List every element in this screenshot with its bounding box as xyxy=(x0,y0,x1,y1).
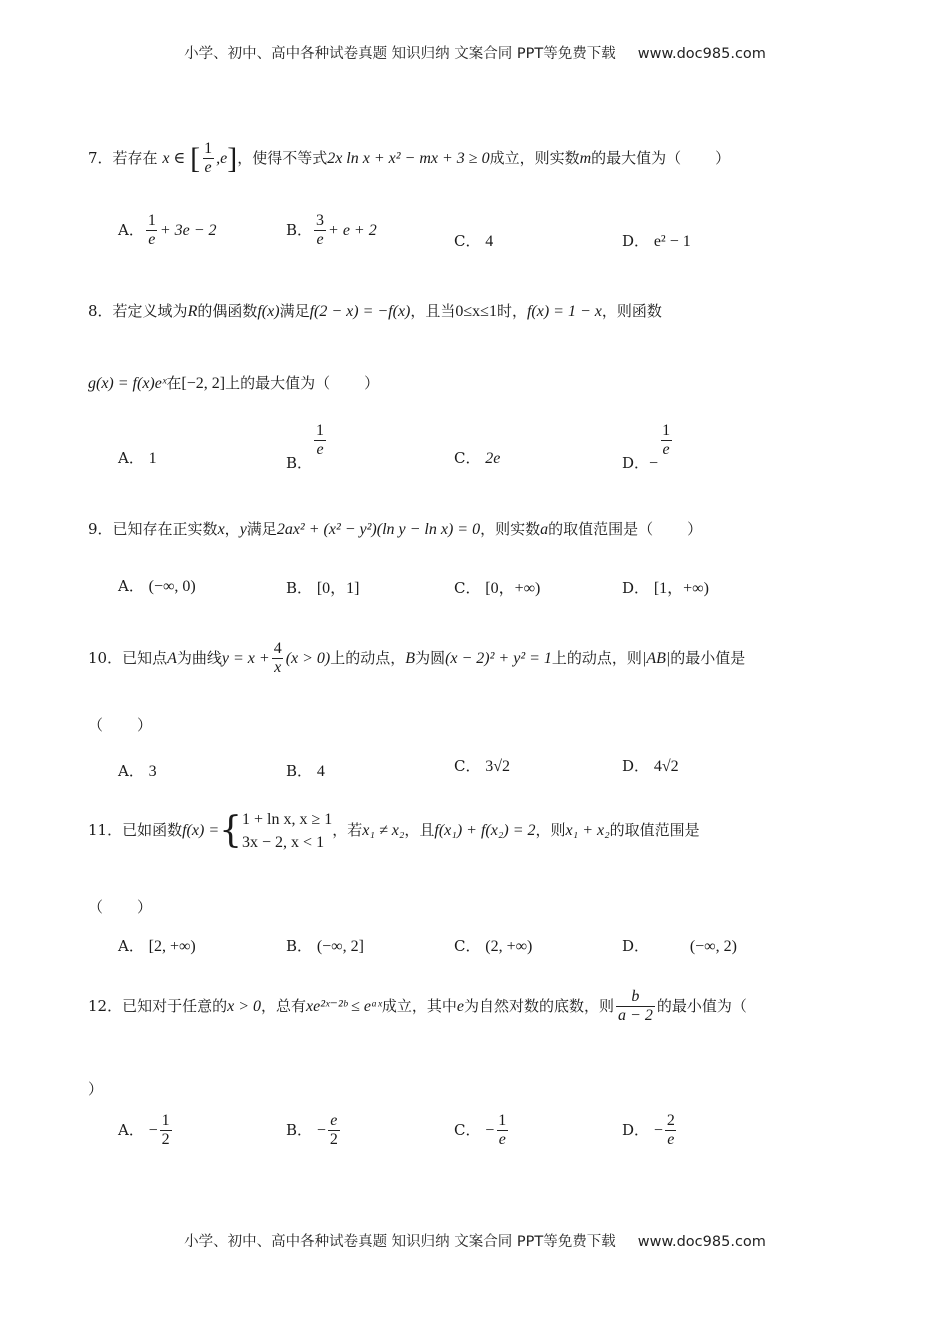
page-footer xyxy=(0,1230,950,1251)
fraction xyxy=(496,1112,508,1150)
text: ） xyxy=(364,374,380,392)
option-text: − xyxy=(485,1121,495,1139)
option-11a[interactable] xyxy=(118,935,196,956)
option-8c[interactable] xyxy=(454,447,500,468)
option-12a[interactable] xyxy=(118,1112,174,1150)
text: ，则函数 xyxy=(601,302,662,320)
text: 为圆 xyxy=(415,648,446,667)
option-text: e² − 1 xyxy=(653,233,691,250)
text: 已如函数 xyxy=(122,821,183,840)
text: 若存在 xyxy=(112,148,158,167)
option-text: + 3e − 2 xyxy=(159,221,217,239)
option-label: A． xyxy=(118,577,144,595)
option-7c[interactable] xyxy=(454,230,493,251)
math: x xyxy=(217,521,225,538)
math: B xyxy=(405,649,416,667)
math: A xyxy=(167,649,177,667)
option-7b[interactable] xyxy=(286,212,377,250)
text: 的最小值为（ xyxy=(656,996,747,1015)
math-var: m xyxy=(579,149,592,167)
piecewise xyxy=(242,808,332,854)
fraction xyxy=(665,1112,677,1150)
left-brace: { xyxy=(219,810,243,852)
denominator: 2 xyxy=(329,1131,338,1149)
fraction xyxy=(146,212,158,250)
option-label: B． xyxy=(286,220,313,239)
option-label: B． xyxy=(286,1120,313,1139)
question-12-close xyxy=(88,1078,103,1099)
math: xe²ˣ⁻²ᵇ ≤ eᵃˣ xyxy=(306,997,382,1015)
option-label: C． xyxy=(454,449,481,467)
text: 的取值范围是（ xyxy=(548,520,654,538)
text: 满足 xyxy=(246,520,277,538)
option-text: 4 xyxy=(316,763,325,780)
text: 已知存在正实数 xyxy=(112,520,218,538)
text: 已知点 xyxy=(122,648,168,667)
text: 上的动点，则 xyxy=(551,648,642,667)
numerator: 1 xyxy=(161,1112,170,1129)
text: 上的动点， xyxy=(330,648,406,667)
numerator: 1 xyxy=(662,422,671,439)
text: ，使得不等式 xyxy=(237,148,328,167)
math: x₁ ≠ x₂ xyxy=(362,822,405,840)
text: 的最大值为（ xyxy=(591,148,682,167)
option-7a[interactable] xyxy=(118,212,217,250)
option-label: D． xyxy=(622,453,650,472)
denominator: e xyxy=(662,441,670,459)
option-text: 4√2 xyxy=(653,758,679,775)
fraction xyxy=(160,1112,172,1150)
option-label: C． xyxy=(454,579,481,597)
fraction-1-e xyxy=(202,140,214,178)
math: e xyxy=(456,997,464,1015)
math: R xyxy=(187,303,198,320)
option-10d[interactable] xyxy=(622,755,679,776)
page-header xyxy=(0,42,950,63)
option-text: (−∞, 0) xyxy=(148,578,196,595)
text: ，则实数 xyxy=(480,520,541,538)
denominator: x xyxy=(274,659,282,677)
math: (x > 0) xyxy=(285,649,331,667)
option-text: [0，+∞) xyxy=(485,580,541,597)
math-set: x ∈ xyxy=(162,149,186,167)
numerator: 3 xyxy=(316,212,325,229)
option-12d[interactable] xyxy=(622,1112,679,1150)
denominator: e xyxy=(316,441,324,459)
option-text: 2e xyxy=(485,450,501,467)
option-label: B． xyxy=(286,762,313,780)
math: y = x + xyxy=(221,649,270,667)
option-text: − xyxy=(148,1121,158,1139)
math: g(x) = f(x)eˣ xyxy=(88,375,167,392)
numerator: 1 xyxy=(316,422,325,439)
text: 若定义域为 xyxy=(112,302,188,320)
fraction xyxy=(314,422,326,460)
option-label: D． xyxy=(622,579,650,597)
option-label: B． xyxy=(286,453,313,472)
option-text: [1，+∞) xyxy=(653,580,709,597)
option-label: A． xyxy=(118,449,144,467)
option-label: B． xyxy=(286,579,313,597)
option-text: − xyxy=(649,454,659,472)
header-url[interactable]: www.doc985.com xyxy=(637,46,766,62)
question-9 xyxy=(88,518,702,539)
text: ） xyxy=(88,1080,104,1098)
text: ，则 xyxy=(535,821,566,840)
footer-url[interactable]: www.doc985.com xyxy=(637,1234,766,1250)
case: 3x − 2, x < 1 xyxy=(242,834,325,852)
option-label: A． xyxy=(118,937,144,955)
text: 的最小值是 xyxy=(670,648,746,667)
math-inequality: 2x ln x + x² − mx + 3 ≥ 0 xyxy=(327,149,490,167)
header-text: 小学、初中、高中各种试卷真题 知识归纳 文案合同 PPT等免费下载 xyxy=(184,46,616,62)
numerator: 4 xyxy=(273,640,282,657)
numerator: 2 xyxy=(666,1112,675,1129)
option-text: (−∞, 2) xyxy=(689,938,737,955)
question-number: 11． xyxy=(88,821,123,840)
text: ） xyxy=(137,898,153,916)
text: 在 xyxy=(166,374,182,392)
math: y xyxy=(239,521,247,538)
text: 成立，则实数 xyxy=(489,148,580,167)
option-text: 3 xyxy=(148,763,157,780)
question-11 xyxy=(88,808,700,854)
question-number: 8． xyxy=(88,302,113,320)
question-8-line2 xyxy=(88,372,379,393)
text: ，总有 xyxy=(261,996,307,1015)
question-number: 7． xyxy=(88,148,113,167)
math: 2ax² + (x² − y²)(ln y − ln x) = 0 xyxy=(276,521,481,538)
math: |AB| xyxy=(641,649,671,667)
text: （ xyxy=(88,716,104,734)
question-12 xyxy=(88,988,747,1026)
text: （ xyxy=(88,898,104,916)
option-label: C． xyxy=(454,232,481,250)
fraction xyxy=(272,640,284,678)
option-text: (−∞, 2] xyxy=(316,938,364,955)
text: ， xyxy=(224,520,240,538)
option-9b[interactable] xyxy=(286,575,359,598)
math: f(x) = 1 − x xyxy=(526,303,602,320)
question-10-paren xyxy=(88,714,152,735)
option-text: 4 xyxy=(485,233,494,250)
option-text: [2, +∞) xyxy=(148,938,196,955)
option-label: C． xyxy=(454,1120,481,1139)
question-number: 9． xyxy=(88,520,113,538)
footer-text: 小学、初中、高中各种试卷真题 知识归纳 文案合同 PPT等免费下载 xyxy=(184,1234,616,1250)
option-9c[interactable] xyxy=(454,575,540,598)
case: 1 + ln x, x ≥ 1 xyxy=(242,811,333,828)
math: (x − 2)² + y² = 1 xyxy=(445,649,552,667)
question-number: 12． xyxy=(88,996,123,1015)
text: 的偶函数 xyxy=(197,302,258,320)
option-11c[interactable] xyxy=(454,935,532,956)
option-10c[interactable] xyxy=(454,755,510,776)
bracket-right: ] xyxy=(227,141,238,175)
option-label: A． xyxy=(118,1120,144,1139)
numerator: 1 xyxy=(147,212,156,229)
option-text: + e + 2 xyxy=(328,221,377,239)
text: 已知对于任意的 xyxy=(122,996,228,1015)
fraction xyxy=(328,1112,340,1150)
option-11b[interactable] xyxy=(286,935,364,956)
math: f(x₁) + f(x₂) = 2 xyxy=(434,822,536,840)
bracket-left: [ xyxy=(190,141,201,175)
option-text: [0，1] xyxy=(316,580,360,597)
question-number: 10． xyxy=(88,648,123,667)
option-label: D． xyxy=(622,757,650,775)
text: 的取值范围是 xyxy=(609,821,700,840)
option-8a[interactable] xyxy=(118,447,157,468)
option-10a[interactable] xyxy=(118,760,157,781)
text: 满足 xyxy=(279,302,310,320)
option-label: D． xyxy=(622,232,650,250)
denominator: e xyxy=(204,159,212,177)
text: ） xyxy=(687,520,703,538)
option-9d[interactable] xyxy=(622,575,709,598)
option-9a[interactable] xyxy=(118,575,196,596)
option-7d[interactable] xyxy=(622,230,691,251)
math: f(x) xyxy=(257,303,280,320)
numerator: e xyxy=(330,1112,338,1129)
text: ） xyxy=(137,716,153,734)
option-text: − xyxy=(653,1121,663,1139)
option-text: (2, +∞) xyxy=(485,938,533,955)
text: 为自然对数的底数，则 xyxy=(464,996,615,1015)
fraction xyxy=(660,422,672,460)
option-text: − xyxy=(316,1121,326,1139)
option-label: D． xyxy=(622,937,650,955)
denominator: e xyxy=(498,1131,506,1149)
text: ，若 xyxy=(332,821,363,840)
question-11-paren xyxy=(88,896,152,917)
text: 成立，其中 xyxy=(381,996,457,1015)
numerator: 1 xyxy=(498,1112,507,1129)
option-8b[interactable] xyxy=(286,422,328,472)
denominator: e xyxy=(316,231,324,249)
option-12b[interactable] xyxy=(286,1112,342,1150)
question-10 xyxy=(88,640,745,678)
text: 为曲线 xyxy=(176,648,222,667)
math: a xyxy=(540,521,549,538)
text: 上的最大值为（ xyxy=(225,374,331,392)
fraction xyxy=(616,988,655,1026)
question-7: 7．若存在 x ∈ [ $\frac{1}{e}$ ,e]，使得不等式2x ln x + x² − mx + 3 ≥ 0成立，则实数m的最大值为（ ） xyxy=(88,140,731,177)
option-8d[interactable] xyxy=(622,422,674,472)
denominator: a − 2 xyxy=(618,1007,653,1025)
text: ，且当 xyxy=(410,302,456,320)
text: ，且 xyxy=(404,821,435,840)
option-label: D． xyxy=(622,1120,650,1139)
math: x₁ + x₂ xyxy=(565,822,610,840)
numerator: b xyxy=(631,988,640,1005)
math: x > 0 xyxy=(227,997,262,1015)
math: 0≤x≤1 xyxy=(455,303,497,320)
option-10b[interactable] xyxy=(286,760,325,781)
option-11d[interactable] xyxy=(622,935,737,956)
text: 时， xyxy=(496,302,527,320)
numerator: 1 xyxy=(204,140,213,157)
option-12c[interactable] xyxy=(454,1112,510,1150)
text: ） xyxy=(715,148,731,167)
math: [−2, 2] xyxy=(181,375,226,392)
option-label: A． xyxy=(118,762,144,780)
math: f(2 − x) = −f(x) xyxy=(309,303,411,320)
math: f(x) = xyxy=(182,822,220,840)
question-8 xyxy=(88,300,662,321)
option-label: C． xyxy=(454,757,481,775)
denominator: e xyxy=(148,231,156,249)
fraction xyxy=(314,212,326,250)
denominator: e xyxy=(667,1131,675,1149)
option-label: C． xyxy=(454,937,481,955)
option-text: 1 xyxy=(148,450,157,467)
option-text: 3√2 xyxy=(485,758,511,775)
option-label: A． xyxy=(118,220,144,239)
denominator: 2 xyxy=(161,1131,170,1149)
option-label: B． xyxy=(286,937,313,955)
